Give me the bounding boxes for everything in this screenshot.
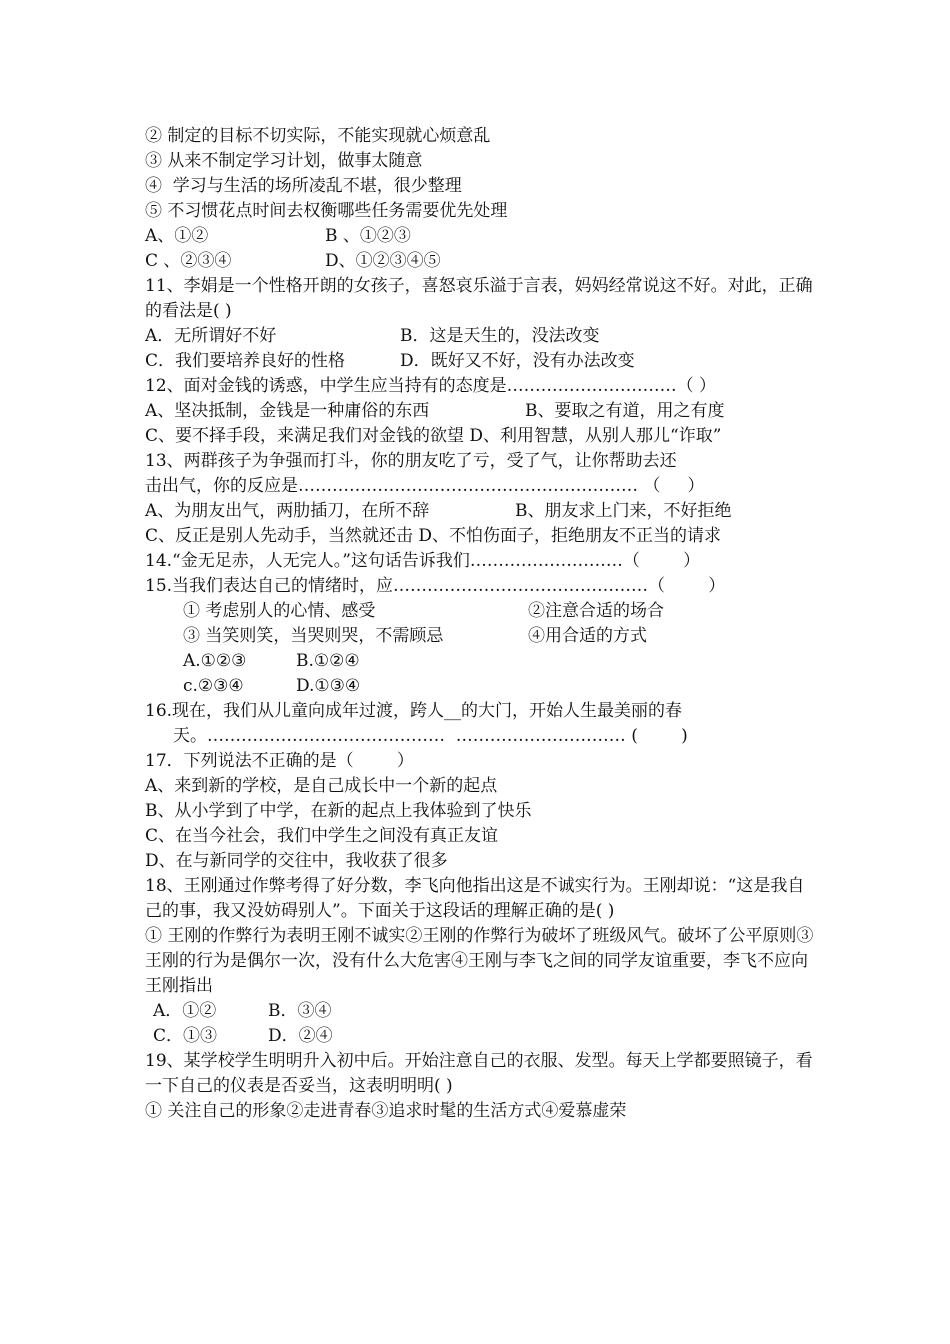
q16-stem-line-2: 天。…………………………………… ………………………… ( ) — [173, 726, 688, 746]
q11-option-d: D．既好又不好，没有办法改变 — [400, 351, 635, 371]
q15-item-1: ① 考虑别人的心情、感受 — [183, 601, 376, 621]
q15-items-row-1 — [145, 599, 815, 624]
q12-option-b: B、要取之有道，用之有度 — [525, 401, 725, 421]
q11-options-row-1 — [145, 324, 815, 349]
q13-options-cd: C、反正是别人先动手，当然就还击 D、不怕伤面子，拒绝朋友不正当的请求 — [145, 526, 722, 546]
q14-stem: 14.“金无足赤，人无完人。”这句话告诉我们………………………（ ） — [145, 551, 701, 571]
q10-options-row-1 — [145, 224, 815, 249]
q17-option-d: D、在与新同学的交往中，我收获了很多 — [145, 851, 448, 871]
q11-options-row-2 — [145, 349, 815, 374]
q15-option-a: A.①②③ — [183, 651, 247, 671]
q19-stem: 19、某学校学生明明升入初中后。开始注意自己的衣服、发型。每天上学都要照镜子，看一下自己的仪表是否妥当，这表明明明( ) — [145, 1051, 813, 1096]
q15-option-c: c.②③④ — [183, 676, 244, 696]
q10-options-row-2 — [145, 249, 815, 274]
q19-items: ① 关注自己的形象②走进青春③追求时髦的生活方式④爱慕虚荣 — [145, 1101, 627, 1121]
q13-option-b: B、朋友求上门来，不好拒绝 — [515, 501, 732, 521]
q10-item-3: ③ 从来不制定学习计划，做事太随意 — [145, 151, 423, 171]
q12-options-row-1 — [145, 399, 815, 424]
q13-stem-line-2: 击出气，你的反应是…………………………………………………… （ ） — [145, 476, 705, 496]
q15-option-d: D.①③④ — [296, 676, 361, 696]
q10-option-a: A、①② — [145, 226, 209, 246]
q18-option-b: B．③④ — [268, 1001, 332, 1021]
q15-item-2: ②注意合适的场合 — [528, 601, 664, 621]
q10-option-d: D、①②③④⑤ — [325, 251, 441, 271]
q10-option-c: C 、②③④ — [145, 251, 232, 271]
q13-option-a: A、为朋友出气，两肋插刀，在所不辞 — [145, 501, 430, 521]
q11-option-a: A．无所谓好不好 — [145, 326, 277, 346]
q15-stem: 15.当我们表达自己的情绪时，应………………………………………（ ） — [145, 576, 726, 596]
q11-option-c: C．我们要培养良好的性格 — [145, 351, 346, 371]
q10-item-2: ② 制定的目标不切实际，不能实现就心烦意乱 — [145, 126, 491, 146]
q18-items: ① 王刚的作弊行为表明王刚不诚实②王刚的作弊行为破坏了班级风气。破坏了公平原则③王刚的行为是偶尔一次，没有什么大危害④王刚与李飞之间的同学友谊重要，李飞不应向王刚指出 — [145, 926, 814, 996]
q13-stem-line-1: 13、两群孩子为争强而打斗，你的朋友吃了亏，受了气，让你帮助去还 — [145, 451, 677, 471]
q15-options-row-1 — [145, 649, 815, 674]
q15-options-row-2 — [145, 674, 815, 699]
q17-stem: 17．下列说法不正确的是（ ） — [145, 751, 414, 771]
q12-options-cd: C、要不择手段，来满足我们对金钱的欲望 D、利用智慧，从别人那儿“诈取” — [145, 426, 722, 446]
q10-item-5: ⑤ 不习惯花点时间去权衡哪些任务需要优先处理 — [145, 201, 508, 221]
q11-stem: 11、李娟是一个性格开朗的女孩子，喜怒哀乐溢于言表，妈妈经常说这不好。对此，正确的看法是( ) — [145, 276, 813, 321]
q18-stem: 18、王刚通过作弊考得了好分数，李飞向他指出这是不诚实行为。王刚却说：“这是我自己的事，我又没妨碍别人”。下面关于这段话的理解正确的是( ) — [145, 876, 805, 921]
q10-item-4: ④ 学习与生活的场所凌乱不堪，很少整理 — [145, 176, 462, 196]
q18-options-row-2 — [145, 1024, 815, 1049]
q15-item-3: ③ 当笑则笑，当哭则哭，不需顾忌 — [183, 626, 444, 646]
q17-option-c: C、在当今社会，我们中学生之间没有真正友谊 — [145, 826, 499, 846]
q12-stem: 12、面对金钱的诱惑，中学生应当持有的态度是…………………………（ ） — [145, 376, 717, 396]
q16-stem-line-1: 16.现在，我们从儿童向成年过渡，跨人__的大门，开始人生最美丽的春 — [145, 701, 683, 721]
q13-options-row-1 — [145, 499, 815, 524]
q10-option-b: B 、①②③ — [325, 226, 411, 246]
q17-option-a: A、来到新的学校，是自己成长中一个新的起点 — [145, 776, 498, 796]
q15-item-4: ④用合适的方式 — [528, 626, 647, 646]
question-text-block — [145, 124, 815, 1124]
q18-option-c: C．①③ — [153, 1026, 218, 1046]
q12-option-a: A、坚决抵制，金钱是一种庸俗的东西 — [145, 401, 430, 421]
q18-options-row-1 — [145, 999, 815, 1024]
q15-items-row-2 — [145, 624, 815, 649]
q18-option-d: D．②④ — [268, 1026, 333, 1046]
q18-option-a: A．①② — [153, 1001, 217, 1021]
q15-option-b: B.①②④ — [296, 651, 360, 671]
q17-option-b: B、从小学到了中学，在新的起点上我体验到了快乐 — [145, 801, 532, 821]
q11-option-b: B．这是天生的，没法改变 — [400, 326, 600, 346]
